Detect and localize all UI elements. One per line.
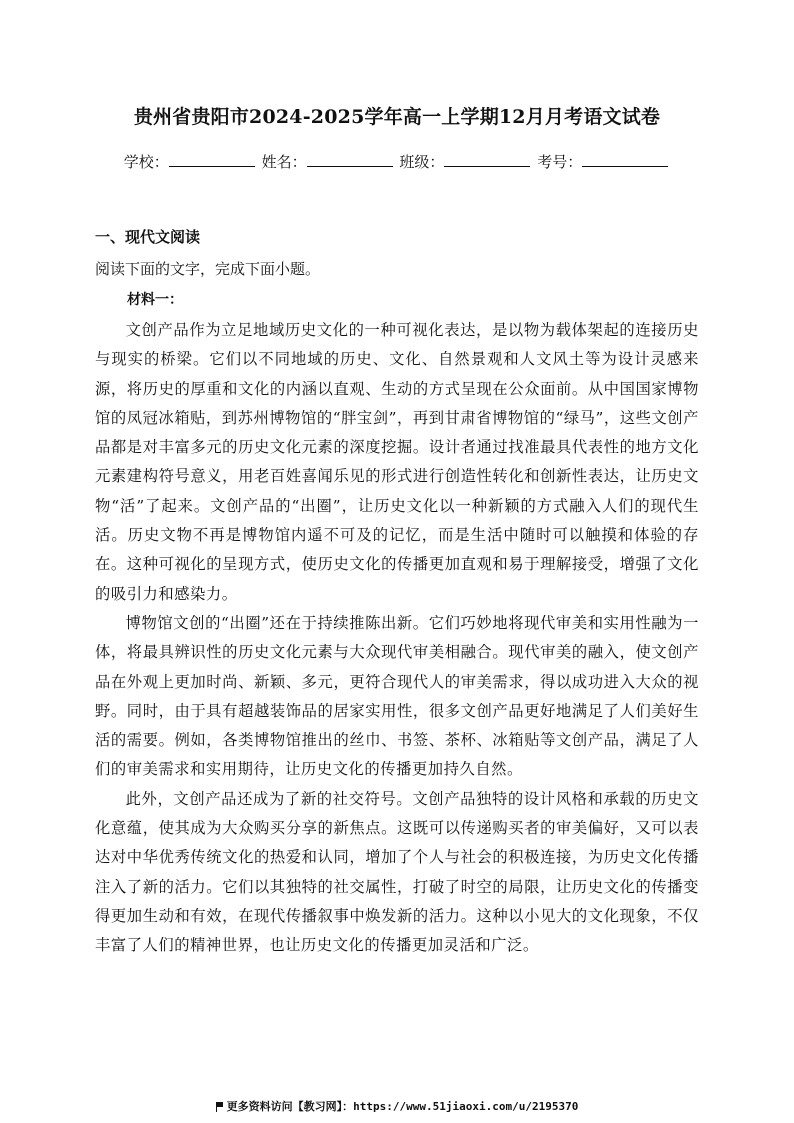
exam-number-blank-line <box>582 151 668 167</box>
school-label: 学校： <box>123 153 169 171</box>
exam-number-label: 考号： <box>537 153 583 171</box>
exam-number-field[interactable] <box>537 151 670 172</box>
school-field[interactable] <box>124 151 257 172</box>
section-heading: 一、现代文阅读 <box>95 228 201 246</box>
paragraph-3: 此外，文创产品还成为了新的社交符号。文创产品独特的设计风格和承载的历史文化意蕴，使其成为大众购买分享的新焦点。这既可以传递购买者的审美偏好，又可以表达对中华优秀传统文化的热爱和认同，增加了个人与社会的积极连接，为历史文化传播注入了新的活力。它们以其独特的社交属性，打破了时空的局限，让历史文化的传播变得更加生动和有效，在现代传播叙事中焕发新的活力。这种以小见大的文化现象，不仅丰富了人们的精神世界，也让历史文化的传播更加灵活和广泛。 <box>95 789 699 955</box>
reading-instruction: 阅读下面的文字，完成下面小题。 <box>95 260 321 278</box>
class-field[interactable] <box>399 151 532 172</box>
name-label: 姓名： <box>261 153 307 171</box>
paragraph-1: 文创产品作为立足地域历史文化的一种可视化表达，是以物为载体架起的连接历史与现实的桥梁。它们以不同地域的历史、文化、自然景观和人文风土等为设计灵感来源，将历史的厚重和文化的内涵以直观、生动的方式呈现在公众面前。从中国国家博物馆的凤冠冰箱贴，到苏州博物馆的“胖宝剑”，再到甘肃省博物馆的“绿马”，这些文创产品都是对丰富多元的历史文化元素的深度挖掘。设计者通过找准最具代表性的地方文化元素建构符号意义，用老百姓喜闻乐见的形式进行创造性转化和创新性表达，让历史文物“活”了起来。文创产品的“出圈”，让历史文化以一种新颖的方式融入人们的现代生活。历史文物不再是博物馆内遥不可及的记忆，而是生活中随时可以触摸和体验的存在。这种可视化的呈现方式，使历史文化的传播更加直观和易于理解接受，增强了文化的吸引力和感染力。 <box>95 321 699 603</box>
paragraph-2: 博物馆文创的“出圈”还在于持续推陈出新。它们巧妙地将现代审美和实用性融为一体，将最具辨识性的历史文化元素与大众现代审美相融合。现代审美的融入，使文创产品在外观上更加时尚、新颖、多元，更符合现代人的审美需求，得以成功进入大众的视野。同时，由于具有超越装饰品的居家实用性，很多文创产品更好地满足了人们美好生活的需要。例如，各类博物馆推出的丝巾、书签、茶杯、冰箱贴等文创产品，满足了人们的审美需求和实用期待，让历史文化的传播更加持久自然。 <box>95 613 699 779</box>
student-info-row <box>0 151 794 172</box>
material-body <box>95 316 699 961</box>
name-field[interactable] <box>262 151 395 172</box>
document-title: 贵州省贵阳市2024-2025学年高一上学期12月月考语文试卷 <box>133 106 661 128</box>
footer-text: 更多资料访问【教习网】：https://www.51jiaoxi.com/u/2195370 <box>226 1100 579 1113</box>
flag-icon <box>216 1102 223 1111</box>
material-label: 材料一： <box>127 292 183 308</box>
footer-link[interactable] <box>0 1098 794 1114</box>
school-blank-line <box>169 151 255 167</box>
class-blank-line <box>444 151 530 167</box>
name-blank-line <box>307 151 393 167</box>
class-label: 班级： <box>399 153 445 171</box>
